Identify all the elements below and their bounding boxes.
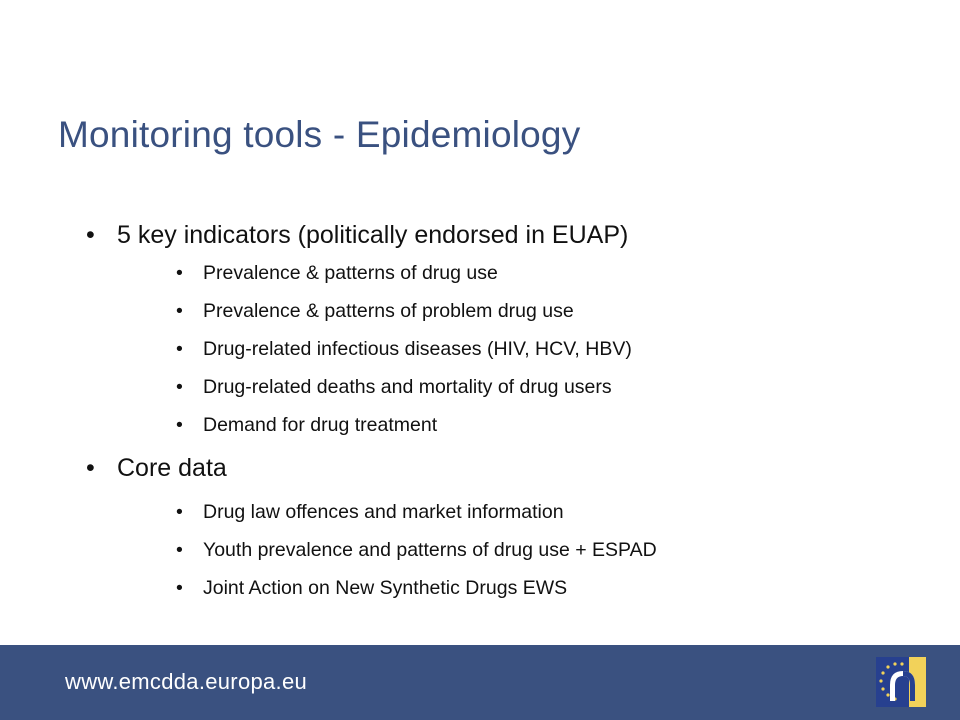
- sub-bullet-text: Prevalence & patterns of drug use: [203, 262, 498, 284]
- bullet-text: 5 key indicators (politically endorsed in EUAP): [117, 221, 629, 249]
- sub-bullet-dot: •: [176, 376, 183, 398]
- sub-bullet-text: Drug-related deaths and mortality of drug users: [203, 376, 612, 398]
- sub-bullet-text: Drug law offences and market information: [203, 501, 564, 523]
- sub-bullet-text: Joint Action on New Synthetic Drugs EWS: [203, 577, 568, 599]
- sub-bullet-text: Youth prevalence and patterns of drug use + ESPAD: [203, 539, 657, 561]
- sub-bullet-text: Prevalence & patterns of problem drug use: [203, 300, 574, 322]
- sub-bullet-text: Drug-related infectious diseases (HIV, HCV, HBV): [203, 338, 632, 360]
- sub-bullet-dot: •: [176, 300, 183, 322]
- footer-bar: [0, 645, 960, 720]
- slide-title: Monitoring tools - Epidemiology: [58, 114, 581, 155]
- emcdda-logo-icon: [876, 657, 926, 707]
- sub-bullet-dot: •: [176, 338, 183, 360]
- sub-bullet-dot: •: [176, 501, 183, 523]
- bullet-dot: •: [86, 221, 95, 249]
- bullet-text: Core data: [117, 454, 227, 482]
- footer-url[interactable]: www.emcdda.europa.eu: [65, 669, 308, 694]
- sub-bullet-dot: •: [176, 539, 183, 561]
- sub-bullet-dot: •: [176, 577, 183, 599]
- sub-bullet-text: Demand for drug treatment: [203, 414, 438, 436]
- bullet-dot: •: [86, 454, 95, 482]
- sub-bullet-dot: •: [176, 414, 183, 436]
- sub-bullet-dot: •: [176, 262, 183, 284]
